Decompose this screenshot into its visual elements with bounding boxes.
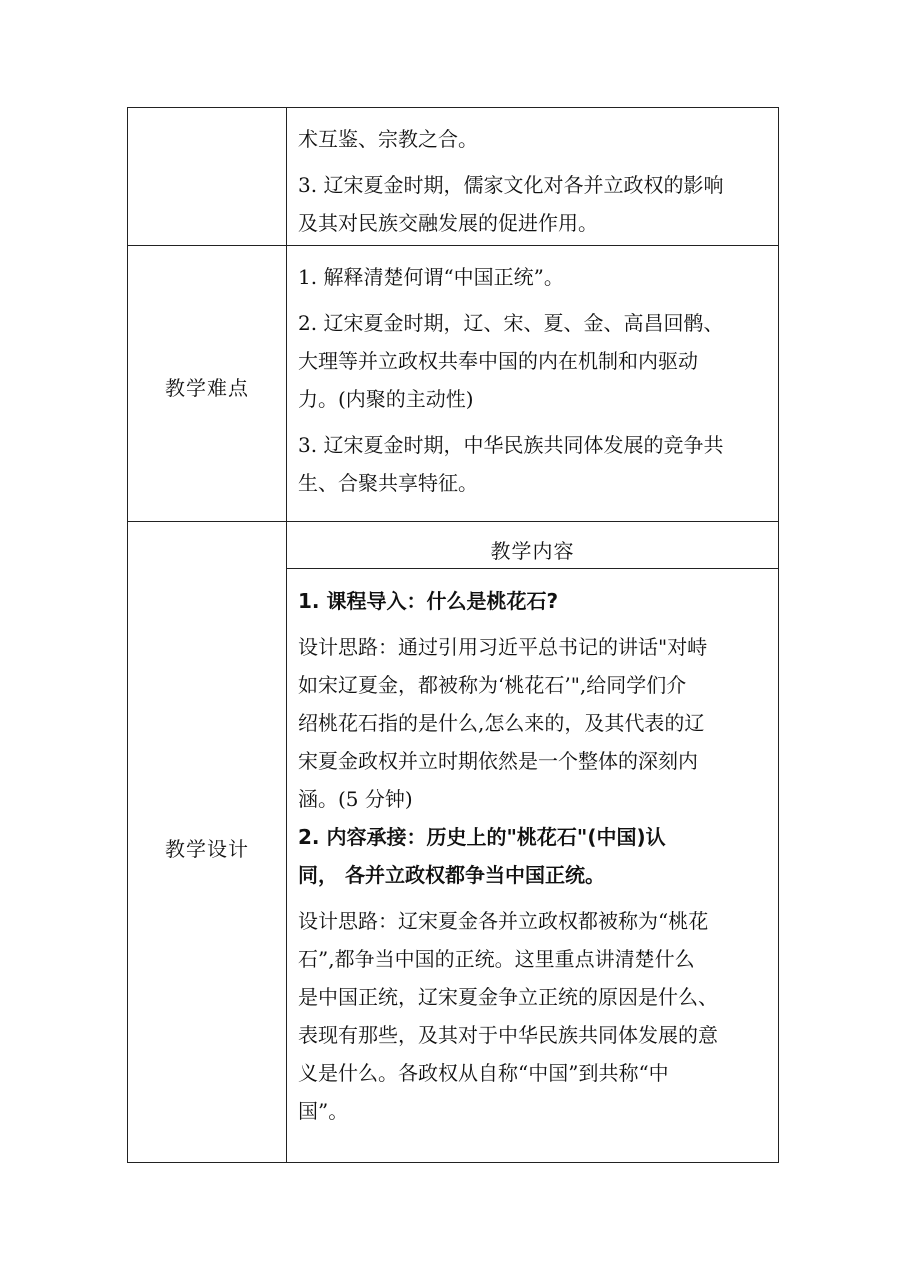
text-line: 生、合聚共享特征。 [298, 471, 478, 495]
text-line: 设计思路：辽宋夏金各并立政权都被称为“桃花 [298, 909, 709, 933]
text-line: 及其对民族交融发展的促进作用。 [298, 211, 598, 235]
text-line: 3. 辽宋夏金时期，儒家文化对各并立政权的影响 [298, 173, 724, 197]
section-title: 2. 内容承接：历史上的"桃花石"(中国)认 [298, 825, 666, 849]
section-title: 1. 课程导入：什么是桃花石? [298, 589, 559, 613]
text-line: 石”,都争当中国的正统。这里重点讲清楚什么 [298, 947, 695, 971]
content-header-divider [286, 568, 779, 569]
text-line: 设计思路：通过引用习近平总书记的讲话"对峙 [298, 635, 708, 659]
section-title: 同， 各并立政权都争当中国正统。 [298, 863, 605, 887]
column-divider [286, 107, 287, 1163]
text-line: 绍桃花石指的是什么,怎么来的，及其代表的辽 [298, 711, 705, 735]
text-line: 如宋辽夏金，都被称为‘桃花石’",给同学们介 [298, 673, 687, 697]
text-line: 1. 解释清楚何谓“中国正统”。 [298, 265, 564, 289]
text-line: 大理等并立政权共奉中国的内在机制和内驱动 [298, 349, 698, 373]
key-points-continued-cell [298, 120, 782, 242]
row-divider [127, 245, 779, 246]
text-line: 义是什么。各政权从自称“中国”到共称“中 [298, 1061, 669, 1085]
teaching-difficulty-label: 教学难点 [165, 376, 249, 400]
text-line: 涵。(5 分钟) [298, 787, 413, 811]
row-divider [127, 521, 779, 522]
teaching-content-header: 教学内容 [490, 539, 575, 563]
text-line: 表现有那些，及其对于中华民族共同体发展的意 [298, 1023, 718, 1047]
text-line: 国”。 [298, 1099, 349, 1123]
text-line: 3. 辽宋夏金时期，中华民族共同体发展的竞争共 [298, 433, 724, 457]
text-line: 是中国正统，辽宋夏金争立正统的原因是什么、 [298, 985, 718, 1009]
teaching-difficulty-cell [298, 258, 782, 502]
teaching-design-label: 教学设计 [165, 837, 249, 861]
text-line: 术互鉴、宗教之合。 [298, 127, 478, 151]
text-line: 2. 辽宋夏金时期，辽、宋、夏、金、高昌回鹘、 [298, 311, 724, 335]
text-line: 宋夏金政权并立时期依然是一个整体的深刻内 [298, 749, 698, 773]
text-line: 力。(内聚的主动性) [298, 387, 474, 411]
teaching-design-cell [298, 582, 782, 1130]
